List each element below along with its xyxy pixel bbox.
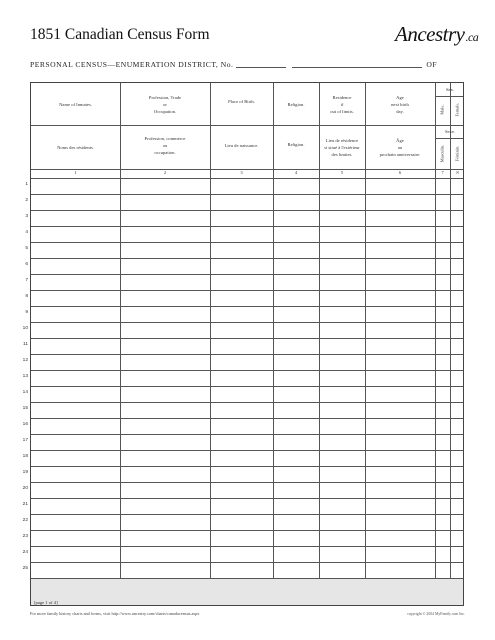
row-divider	[31, 258, 463, 259]
row-divider	[31, 450, 463, 451]
row-number: 23	[22, 534, 28, 539]
page-label: [page 1 of 4]	[34, 600, 58, 605]
header-age-fr: Âge au prochain anniversaire.	[379, 137, 421, 157]
column-number: 5	[340, 170, 344, 175]
footer-link-text: For more family history charts and forms, visit http://www.ancestry.com/charts/canadacensus.aspx	[30, 611, 200, 616]
row-number: 3	[25, 214, 28, 219]
row-divider	[31, 354, 463, 355]
row-number: 11	[23, 342, 28, 347]
row-divider	[31, 274, 463, 275]
row-number: 17	[22, 438, 28, 443]
column-number: 8	[456, 170, 459, 175]
row-divider	[31, 434, 463, 435]
ancestry-logo	[395, 22, 478, 47]
logo-suffix: .ca	[465, 30, 479, 44]
of-label: OF	[426, 60, 438, 69]
row-number: 7	[25, 278, 28, 283]
column-divider	[435, 83, 436, 605]
header-name-en: Name of Inmates.	[59, 101, 92, 107]
header-sex-fr: Sexe.	[444, 129, 456, 134]
row-divider	[31, 546, 463, 547]
column-number: 4	[294, 170, 298, 175]
row-number: 16	[22, 422, 28, 427]
header-religion-en: Religion.	[287, 101, 305, 107]
row-number: 15	[22, 406, 28, 411]
row-number: 10	[22, 326, 28, 331]
row-number: 6	[25, 262, 28, 267]
column-number: 3	[240, 170, 243, 175]
row-divider	[31, 338, 463, 339]
header-male-en: Male.	[439, 104, 445, 115]
header-sex-en: Sex.	[445, 87, 455, 92]
header-female-fr: Féminin.	[454, 145, 460, 162]
header-residence-en: Residence if out of limits.	[330, 94, 354, 114]
header-name-fr: Noms des résidents.	[57, 144, 94, 150]
column-number: 6	[398, 170, 402, 175]
header-age-en: Age next birth day.	[391, 94, 409, 114]
row-divider	[31, 482, 463, 483]
header-female-en: Female.	[454, 102, 460, 117]
row-divider	[31, 498, 463, 499]
row-divider	[31, 530, 463, 531]
copyright-text: copyright © 2004 MyFamily.com Inc.	[407, 612, 465, 616]
row-number: 5	[25, 246, 28, 251]
row-number: 20	[22, 486, 28, 491]
form-title: 1851 Canadian Census Form	[30, 26, 210, 43]
row-divider	[31, 418, 463, 419]
row-number: 25	[22, 566, 28, 571]
row-number: 2	[25, 198, 28, 203]
sex-header-divider	[435, 96, 463, 97]
row-divider	[31, 290, 463, 291]
column-number: 1	[74, 170, 77, 175]
row-number: 22	[22, 518, 28, 523]
logo-main: Ancestry	[395, 22, 465, 46]
district-number-field[interactable]	[236, 67, 286, 68]
row-divider	[31, 386, 463, 387]
row-number: 13	[22, 374, 28, 379]
header-profession-fr: Profession, commerce ou occupation.	[144, 135, 186, 155]
row-divider	[31, 194, 463, 195]
column-divider	[450, 83, 451, 605]
enumeration-district-line	[30, 60, 437, 69]
row-number: 8	[25, 294, 28, 299]
row-number: 9	[25, 310, 28, 315]
row-number: 19	[22, 470, 28, 475]
row-divider	[31, 242, 463, 243]
header-male-fr: Masculin.	[439, 144, 445, 163]
header-residence-fr: Lieu de résidence si situé à l'extérieur des limites.	[324, 137, 360, 157]
row-divider	[31, 578, 463, 579]
header-profession-en: Profession, Trade or Occupation.	[148, 94, 182, 114]
row-divider	[31, 562, 463, 563]
row-divider	[31, 402, 463, 403]
row-divider	[31, 210, 463, 211]
header-birthplace-en: Place of Birth.	[228, 98, 255, 104]
row-divider	[31, 322, 463, 323]
row-divider	[31, 306, 463, 307]
row-divider	[31, 514, 463, 515]
census-table	[30, 82, 464, 606]
row-number: 21	[22, 502, 28, 507]
footer-band	[31, 579, 463, 605]
row-divider	[31, 226, 463, 227]
column-number: 2	[163, 170, 167, 175]
enumeration-district-label: PERSONAL CENSUS—ENUMERATION DISTRICT, No.	[30, 60, 234, 69]
row-number: 12	[22, 358, 28, 363]
sexe-header-divider	[435, 138, 463, 139]
row-area-top	[31, 178, 463, 179]
district-name-field[interactable]	[292, 67, 422, 68]
row-number: 1	[25, 182, 28, 187]
row-number: 18	[22, 454, 28, 459]
row-divider	[31, 466, 463, 467]
row-number: 14	[22, 390, 28, 395]
row-number: 24	[22, 550, 28, 555]
row-number: 4	[25, 230, 28, 235]
header-birthplace-fr: Lieu de naissance.	[224, 142, 259, 148]
header-religion-fr: Religion.	[287, 141, 305, 147]
row-divider	[31, 370, 463, 371]
column-number: 7	[441, 170, 444, 175]
